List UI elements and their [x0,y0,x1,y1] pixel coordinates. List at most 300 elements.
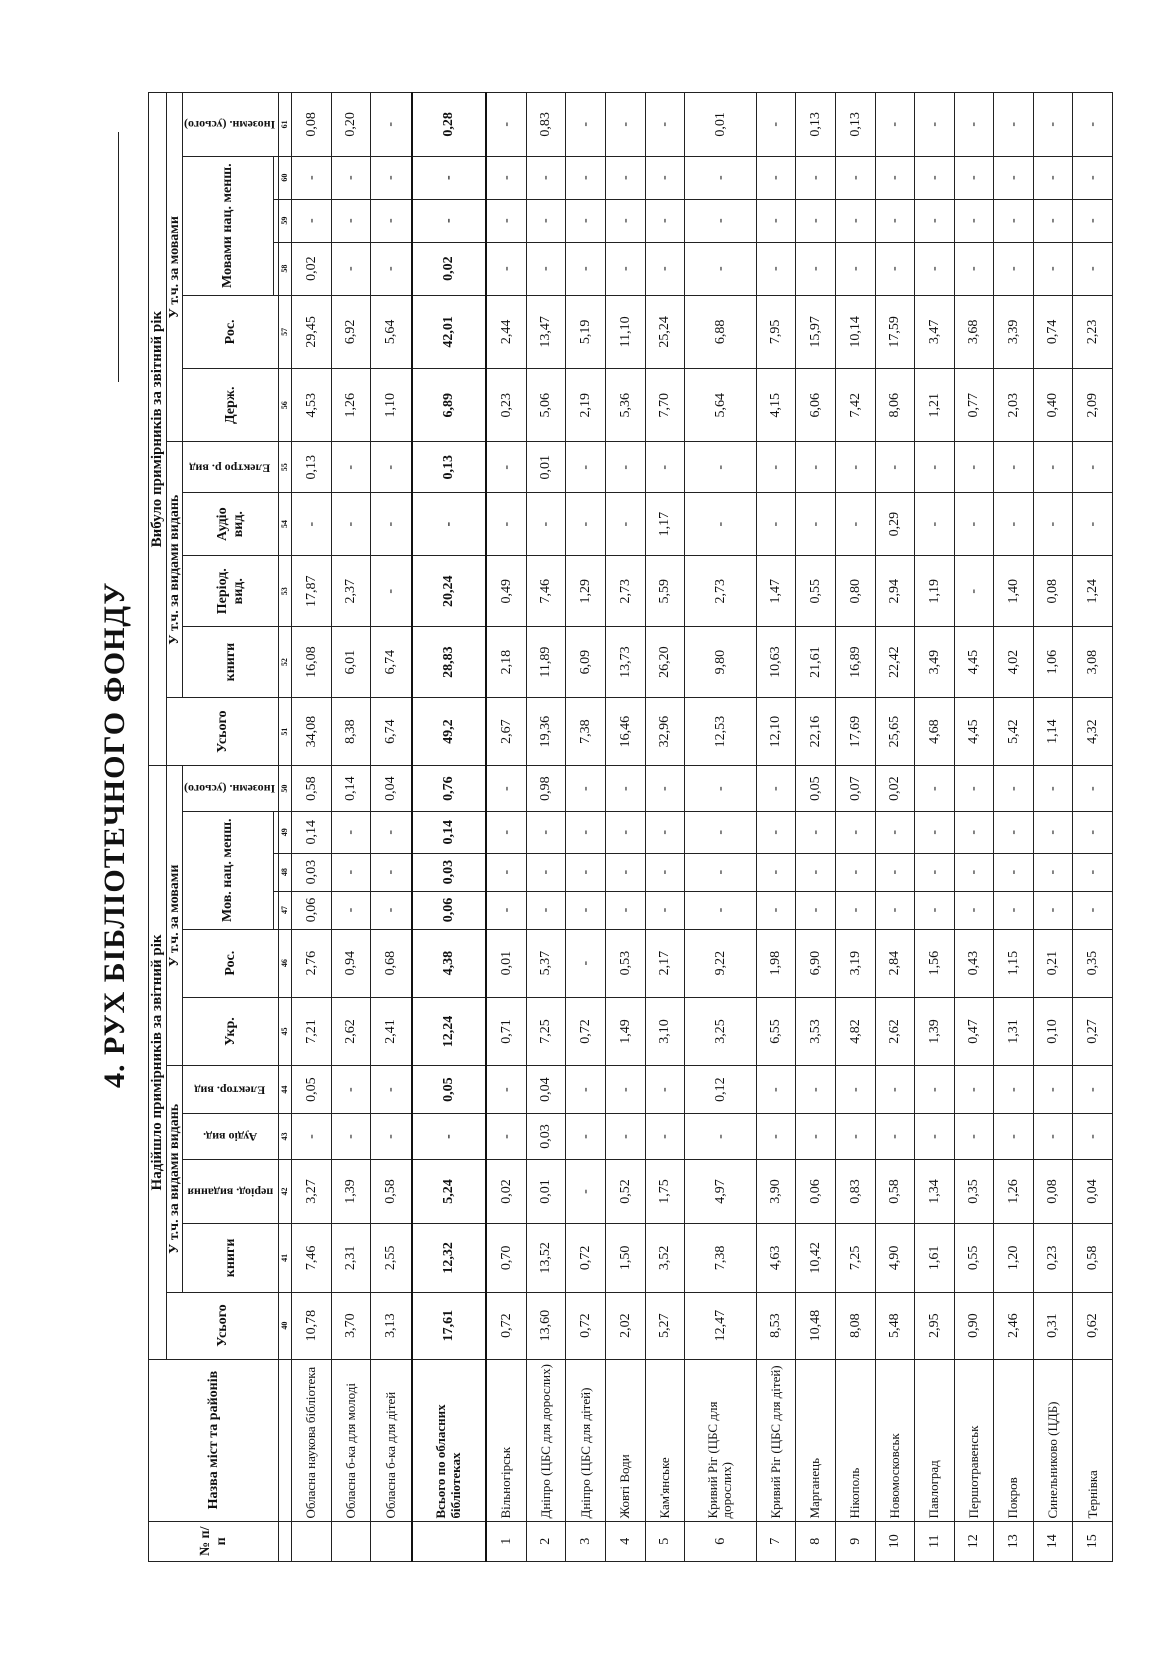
value-cell: - [331,442,371,493]
value-cell: 7,70 [645,369,685,442]
table-row [486,93,527,1562]
value-cell: - [1073,156,1113,199]
value-cell: - [756,891,796,929]
value-cell: 0,06 [796,1159,836,1224]
table-row [685,93,757,1562]
row-number [371,1521,412,1561]
value-cell: 0,12 [685,1066,757,1114]
value-cell: 0,14 [292,811,332,853]
value-cell: 0,58 [292,766,332,812]
value-cell: 0,72 [566,1224,606,1292]
value-cell: - [412,1114,486,1160]
value-cell: - [994,242,1034,295]
value-cell: 0,98 [526,766,566,812]
value-cell: - [606,891,646,929]
value-cell: 4,45 [954,627,994,698]
value-cell: 2,41 [371,997,412,1065]
value-cell: - [606,493,646,556]
value-cell: - [566,1066,606,1114]
value-cell: - [875,199,915,242]
value-cell: 12,47 [685,1292,757,1359]
value-cell: 3,10 [645,997,685,1065]
table-row [1033,93,1073,1562]
value-cell: 0,72 [486,1292,527,1359]
value-cell: - [645,199,685,242]
row-name: Обласна б-ка для дітей [371,1359,412,1521]
header-state: Держ. [182,369,278,442]
separator-line [118,132,119,382]
row-number: 10 [875,1521,915,1561]
value-cell: 8,06 [875,369,915,442]
value-cell: - [875,1114,915,1160]
value-cell: 3,70 [331,1292,371,1359]
value-cell: - [915,493,955,556]
value-cell: - [915,1066,955,1114]
value-cell: 10,14 [835,295,875,368]
value-cell: 6,06 [796,369,836,442]
value-cell: 16,08 [292,627,332,698]
column-number-cell: 53 [279,556,292,627]
value-cell: - [756,93,796,157]
row-number: 13 [994,1521,1034,1561]
value-cell: 0,10 [1033,997,1073,1065]
value-cell: - [1033,93,1073,157]
column-number-cell: 46 [279,929,292,997]
value-cell: - [486,891,527,929]
value-cell: - [994,766,1034,812]
header-received: Надійшло примірників за звітний рік [149,766,167,1359]
value-cell: - [954,493,994,556]
value-cell: 32,96 [645,697,685,765]
value-cell: 2,46 [994,1292,1034,1359]
row-number: 12 [954,1521,994,1561]
value-cell: 7,46 [526,556,566,627]
value-cell: 0,06 [412,891,486,929]
value-cell: - [606,1114,646,1160]
value-cell: 0,05 [412,1066,486,1114]
value-cell: 22,42 [875,627,915,698]
row-number: 7 [756,1521,796,1561]
value-cell: - [835,442,875,493]
value-cell: - [566,242,606,295]
value-cell: 2,84 [875,929,915,997]
value-cell: 1,75 [645,1159,685,1224]
value-cell: - [371,156,412,199]
column-number-cell: 51 [279,697,292,765]
value-cell: - [486,242,527,295]
value-cell: 0,49 [486,556,527,627]
value-cell: - [875,156,915,199]
value-cell: 0,76 [412,766,486,812]
value-cell: 13,47 [526,295,566,368]
table-row [954,93,994,1562]
value-cell: - [756,1114,796,1160]
column-number-cell: 41 [279,1224,292,1292]
value-cell: - [685,811,757,853]
value-cell: - [954,1114,994,1160]
header-by-lang-in: У т.ч. за мовами [166,766,182,1066]
value-cell: - [606,199,646,242]
value-cell: 0,01 [526,1159,566,1224]
value-cell: 2,31 [331,1224,371,1292]
value-cell: 2,73 [685,556,757,627]
value-cell: 16,46 [606,697,646,765]
value-cell: - [486,811,527,853]
value-cell: - [796,199,836,242]
value-cell: - [875,891,915,929]
column-number-cell: 44 [279,1066,292,1114]
value-cell: 13,60 [526,1292,566,1359]
table-row [645,93,685,1562]
table-row [796,93,836,1562]
value-cell: - [756,442,796,493]
value-cell: 2,95 [915,1292,955,1359]
value-cell: 0,28 [412,93,486,157]
value-cell: - [331,199,371,242]
value-cell: - [606,766,646,812]
value-cell: 2,23 [1073,295,1113,368]
value-cell: 10,48 [796,1292,836,1359]
value-cell: - [412,493,486,556]
value-cell: 1,39 [915,997,955,1065]
value-cell: 0,35 [954,1159,994,1224]
column-number-cell: 59 [279,199,292,242]
value-cell: - [606,853,646,891]
value-cell: - [796,156,836,199]
value-cell: 1,26 [331,369,371,442]
value-cell: - [685,853,757,891]
row-number: 2 [526,1521,566,1561]
header-periodicals-out: Період. вид. [182,556,278,627]
value-cell: - [756,242,796,295]
value-cell: - [915,156,955,199]
value-cell: 6,90 [796,929,836,997]
value-cell: - [1073,853,1113,891]
value-cell: - [685,242,757,295]
value-cell: 7,25 [526,997,566,1065]
value-cell: 6,01 [331,627,371,698]
value-cell: 5,24 [412,1159,486,1224]
header-by-lang-out: У т.ч. за мовами [166,93,182,442]
row-number [331,1521,371,1561]
row-number: 11 [915,1521,955,1561]
header-foreign-in: Іноземн. (усього) [182,766,278,812]
row-number: 15 [1073,1521,1113,1561]
value-cell: 0,27 [1073,997,1113,1065]
value-cell: - [994,442,1034,493]
value-cell: - [954,811,994,853]
value-cell: - [915,811,955,853]
value-cell: 0,47 [954,997,994,1065]
row-name: Тернівка [1073,1359,1113,1521]
value-cell: 0,07 [835,766,875,812]
value-cell: - [835,891,875,929]
value-cell: - [371,891,412,929]
value-cell: - [1033,493,1073,556]
table-row [915,93,955,1562]
value-cell: - [835,242,875,295]
row-number: 9 [835,1521,875,1561]
value-cell: 0,43 [954,929,994,997]
table-body [292,93,1113,1562]
value-cell: 2,62 [331,997,371,1065]
value-cell: 0,53 [606,929,646,997]
value-cell: 0,52 [606,1159,646,1224]
value-cell: - [486,199,527,242]
value-cell: 5,59 [645,556,685,627]
value-cell: - [954,891,994,929]
value-cell: - [566,442,606,493]
value-cell: - [756,766,796,812]
value-cell: 6,09 [566,627,606,698]
value-cell: 3,90 [756,1159,796,1224]
value-cell: 7,21 [292,997,332,1065]
value-cell: 1,29 [566,556,606,627]
value-cell: - [685,493,757,556]
value-cell: - [1073,1114,1113,1160]
value-cell: - [1073,93,1113,157]
value-cell: - [371,493,412,556]
value-cell: - [486,442,527,493]
header-audio-in: Аудіо вид. [182,1114,278,1160]
value-cell: - [412,156,486,199]
value-cell: - [606,156,646,199]
value-cell: - [331,1066,371,1114]
value-cell: 0,23 [486,369,527,442]
value-cell: 0,03 [412,853,486,891]
value-cell: 0,55 [796,556,836,627]
column-number-cell: 48 [279,853,292,891]
column-number-cell: 60 [279,156,292,199]
value-cell: 0,03 [292,853,332,891]
header-withdrawn: Вибуло примірників за звітний рік [149,93,167,766]
value-cell: 4,82 [835,997,875,1065]
value-cell: 12,10 [756,697,796,765]
value-cell: - [915,766,955,812]
value-cell: - [645,853,685,891]
value-cell: 0,08 [1033,1159,1073,1224]
value-cell: 6,55 [756,997,796,1065]
value-cell: 4,68 [915,697,955,765]
value-cell: - [796,891,836,929]
value-cell: 0,04 [1073,1159,1113,1224]
value-cell: - [954,242,994,295]
value-cell: 1,39 [331,1159,371,1224]
value-cell: - [566,156,606,199]
value-cell: 5,06 [526,369,566,442]
value-cell: 5,42 [994,697,1034,765]
value-cell: 1,21 [915,369,955,442]
value-cell: - [1073,1066,1113,1114]
row-name: Жовті Води [606,1359,646,1521]
column-number-cell: 42 [279,1159,292,1224]
value-cell: - [371,811,412,853]
value-cell: - [371,556,412,627]
value-cell: 1,40 [994,556,1034,627]
value-cell: 21,61 [796,627,836,698]
value-cell: - [606,242,646,295]
value-cell: 16,89 [835,627,875,698]
value-cell: 9,22 [685,929,757,997]
value-cell: 0,83 [526,93,566,157]
value-cell: 1,56 [915,929,955,997]
value-cell: - [915,891,955,929]
value-cell: - [526,493,566,556]
value-cell: 17,69 [835,697,875,765]
value-cell: 0,58 [371,1159,412,1224]
value-cell: - [645,1066,685,1114]
value-cell: - [645,811,685,853]
value-cell: 1,26 [994,1159,1034,1224]
value-cell: 3,27 [292,1159,332,1224]
value-cell: 2,03 [994,369,1034,442]
value-cell: - [292,199,332,242]
value-cell: 0,70 [486,1224,527,1292]
header-by-type-in: У т.ч. за видами видань [166,1066,182,1292]
value-cell: - [331,811,371,853]
value-cell: 5,27 [645,1292,685,1359]
value-cell: 3,52 [645,1224,685,1292]
table-row [412,93,486,1562]
value-cell: - [566,853,606,891]
row-name: Першотравенськ [954,1359,994,1521]
value-cell: 29,45 [292,295,332,368]
value-cell: - [292,493,332,556]
column-number-cell: 43 [279,1114,292,1160]
row-number: 6 [685,1521,757,1561]
value-cell: 49,2 [412,697,486,765]
value-cell: 0,13 [412,442,486,493]
value-cell: - [526,199,566,242]
value-cell: - [645,156,685,199]
value-cell: - [994,1114,1034,1160]
value-cell: - [685,1114,757,1160]
header-name: Назва міст та районів [149,1359,279,1521]
value-cell: 0,14 [331,766,371,812]
value-cell: - [1073,493,1113,556]
column-number-cell: 55 [279,442,292,493]
value-cell: - [1033,1114,1073,1160]
value-cell: - [606,442,646,493]
row-name: Нікополь [835,1359,875,1521]
header-by-type-out: У т.ч. за видами видань [166,442,182,698]
value-cell: 3,25 [685,997,757,1065]
header-rus-out: Рос. [182,295,278,368]
column-number-cell: 58 [279,242,292,295]
value-cell: 5,64 [371,295,412,368]
table-row [371,93,412,1562]
value-cell: - [994,493,1034,556]
value-cell: - [835,493,875,556]
value-cell: 0,68 [371,929,412,997]
column-number-row [279,93,292,1562]
table-row [292,93,332,1562]
value-cell: - [331,853,371,891]
value-cell: - [371,93,412,157]
value-cell: - [486,493,527,556]
value-cell: 13,52 [526,1224,566,1292]
value-cell: 3,13 [371,1292,412,1359]
value-cell: 1,20 [994,1224,1034,1292]
value-cell: 4,02 [994,627,1034,698]
value-cell: 0,80 [835,556,875,627]
value-cell: - [954,442,994,493]
value-cell: - [1033,811,1073,853]
column-number-cell: 61 [279,93,292,157]
row-number: 3 [566,1521,606,1561]
value-cell: - [685,766,757,812]
value-cell: 0,40 [1033,369,1073,442]
value-cell: - [954,556,994,627]
value-cell: 11,10 [606,295,646,368]
column-number-cell [279,1359,292,1521]
table-row [331,93,371,1562]
value-cell: 22,16 [796,697,836,765]
value-cell: - [915,199,955,242]
value-cell: 2,18 [486,627,527,698]
value-cell: - [371,853,412,891]
value-cell: - [486,766,527,812]
value-cell: 13,73 [606,627,646,698]
value-cell: 0,04 [526,1066,566,1114]
value-cell: - [486,1114,527,1160]
value-cell: - [1073,199,1113,242]
value-cell: 0,05 [292,1066,332,1114]
value-cell: - [796,493,836,556]
value-cell: - [645,442,685,493]
value-cell: 6,74 [371,627,412,698]
value-cell: 2,73 [606,556,646,627]
row-name: Обласна наукова бібліотека [292,1359,332,1521]
value-cell: - [875,853,915,891]
value-cell: - [994,853,1034,891]
header-electronic-in: Електор. вид [182,1066,278,1114]
value-cell: - [292,156,332,199]
value-cell: - [915,1114,955,1160]
value-cell: 8,53 [756,1292,796,1359]
value-cell: - [526,853,566,891]
value-cell: - [994,156,1034,199]
value-cell: 2,62 [875,997,915,1065]
value-cell: - [796,1066,836,1114]
value-cell: 1,47 [756,556,796,627]
row-number: 14 [1033,1521,1073,1561]
value-cell: - [994,891,1034,929]
value-cell: - [835,1114,875,1160]
column-number-cell: 57 [279,295,292,368]
value-cell: 0,06 [292,891,332,929]
value-cell: - [954,199,994,242]
value-cell: 0,58 [875,1159,915,1224]
value-cell: 6,89 [412,369,486,442]
value-cell: - [526,242,566,295]
value-cell: - [1033,766,1073,812]
row-name: Кривий Ріг (ЦБС для дітей) [756,1359,796,1521]
value-cell: 0,29 [875,493,915,556]
value-cell: 7,38 [566,697,606,765]
value-cell: 10,42 [796,1224,836,1292]
header-electronic-out: Електро р. вид [182,442,278,493]
value-cell: - [1033,891,1073,929]
value-cell: - [1033,853,1073,891]
value-cell: 1,24 [1073,556,1113,627]
value-cell: 10,78 [292,1292,332,1359]
row-number [412,1521,486,1561]
table-row [566,93,606,1562]
value-cell: 11,89 [526,627,566,698]
value-cell: - [1073,766,1113,812]
value-cell: 0,08 [1033,556,1073,627]
